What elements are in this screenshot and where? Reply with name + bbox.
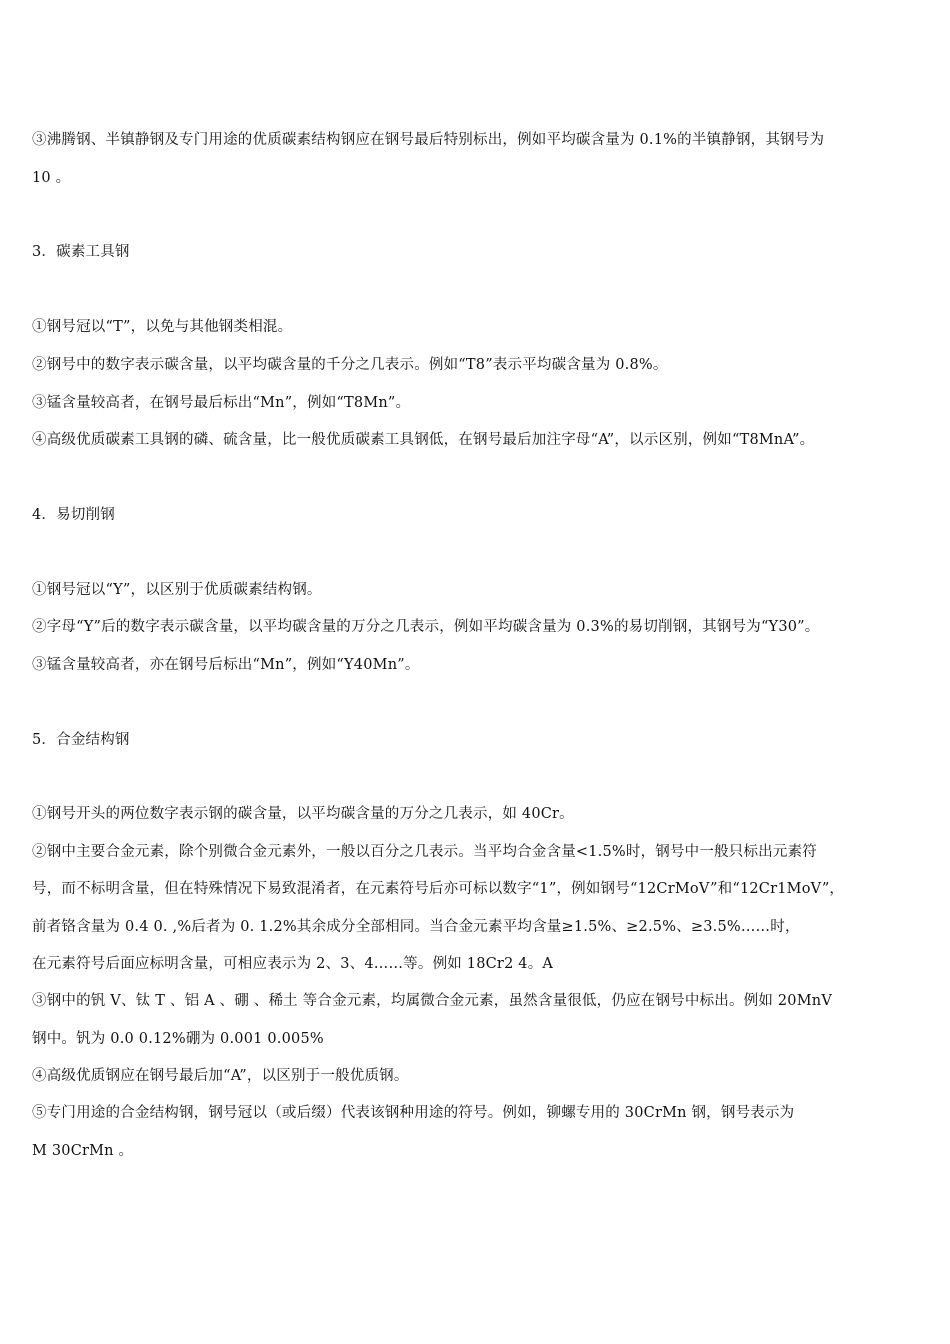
section-5-item-2-line-4: 在元素符号后面应标明含量，可相应表示为 2、3、4……等。例如 18Cr2 4。A — [32, 956, 554, 972]
paragraph-3-line-1: ③沸腾钢、半镇静钢及专门用途的优质碳素结构钢应在钢号最后特别标出，例如平均碳含量为 0.1%的半镇静钢，其钢号为 — [32, 132, 825, 148]
section-4-item-3: ③锰含量较高者，亦在钢号后标出“Mn”，例如“Y40Mn”。 — [32, 657, 420, 673]
section-5-item-3-line-2: 钢中。钒为 0.0 0.12%硼为 0.001 0.005% — [32, 1031, 324, 1047]
section-4-heading: 4．易切削钢 — [32, 507, 115, 523]
section-5-item-1: ①钢号开头的两位数字表示钢的碳含量，以平均碳含量的万分之几表示，如 40Cr。 — [32, 806, 574, 822]
section-5-item-5-line-2: M 30CrMn 。 — [32, 1143, 134, 1159]
section-4-item-2: ②字母“Y”后的数字表示碳含量，以平均碳含量的万分之几表示，例如平均碳含量为 0.3%的易切削钢，其钢号为“Y30”。 — [32, 619, 820, 635]
section-3-item-2: ②钢号中的数字表示碳含量，以平均碳含量的千分之几表示。例如“T8”表示平均碳含量为 0.8%。 — [32, 357, 668, 373]
paragraph-3-line-2: 10 。 — [32, 170, 71, 186]
section-5-item-4: ④高级优质钢应在钢号最后加“A”，以区别于一般优质钢。 — [32, 1068, 409, 1084]
section-3-item-3: ③锰含量较高者，在钢号最后标出“Mn”，例如“T8Mn”。 — [32, 395, 411, 411]
section-5-item-2-line-1: ②钢中主要合金元素，除个别微合金元素外，一般以百分之几表示。当平均合金含量<1.5%时，钢号中一般只标出元素符 — [32, 844, 817, 860]
section-4-item-1: ①钢号冠以“Y”，以区别于优质碳素结构钢。 — [32, 582, 322, 598]
section-3-item-1: ①钢号冠以“T”，以免与其他钢类相混。 — [32, 319, 293, 335]
section-3-item-4: ④高级优质碳素工具钢的磷、硫含量，比一般优质碳素工具钢低，在钢号最后加注字母“A”，以示区别，例如“T8MnA”。 — [32, 432, 815, 448]
section-5-item-3-line-1: ③钢中的钒 V、钛 T 、铝 A 、硼 、稀土 等合金元素，均属微合金元素，虽然含量很低，仍应在钢号中标出。例如 20MnV — [32, 993, 832, 1009]
section-3-heading: 3．碳素工具钢 — [32, 244, 130, 260]
section-5-item-2-line-2: 号，而不标明含量，但在特殊情况下易致混淆者，在元素符号后亦可标以数字“1”，例如钢号“12CrMoV”和“12Cr1MoV”， — [32, 881, 845, 897]
section-5-item-2-line-3: 前者铬含量为 0.4 0. ,%后者为 0. 1.2%其余成分全部相同。当合金元素平均含量≥1.5%、≥2.5%、≥3.5%……时， — [32, 919, 800, 935]
section-5-heading: 5．合金结构钢 — [32, 732, 130, 748]
section-5-item-5-line-1: ⑤专门用途的合金结构钢，钢号冠以（或后缀）代表该钢种用途的符号。例如，铆螺专用的 30CrMn 钢，钢号表示为 — [32, 1105, 795, 1121]
